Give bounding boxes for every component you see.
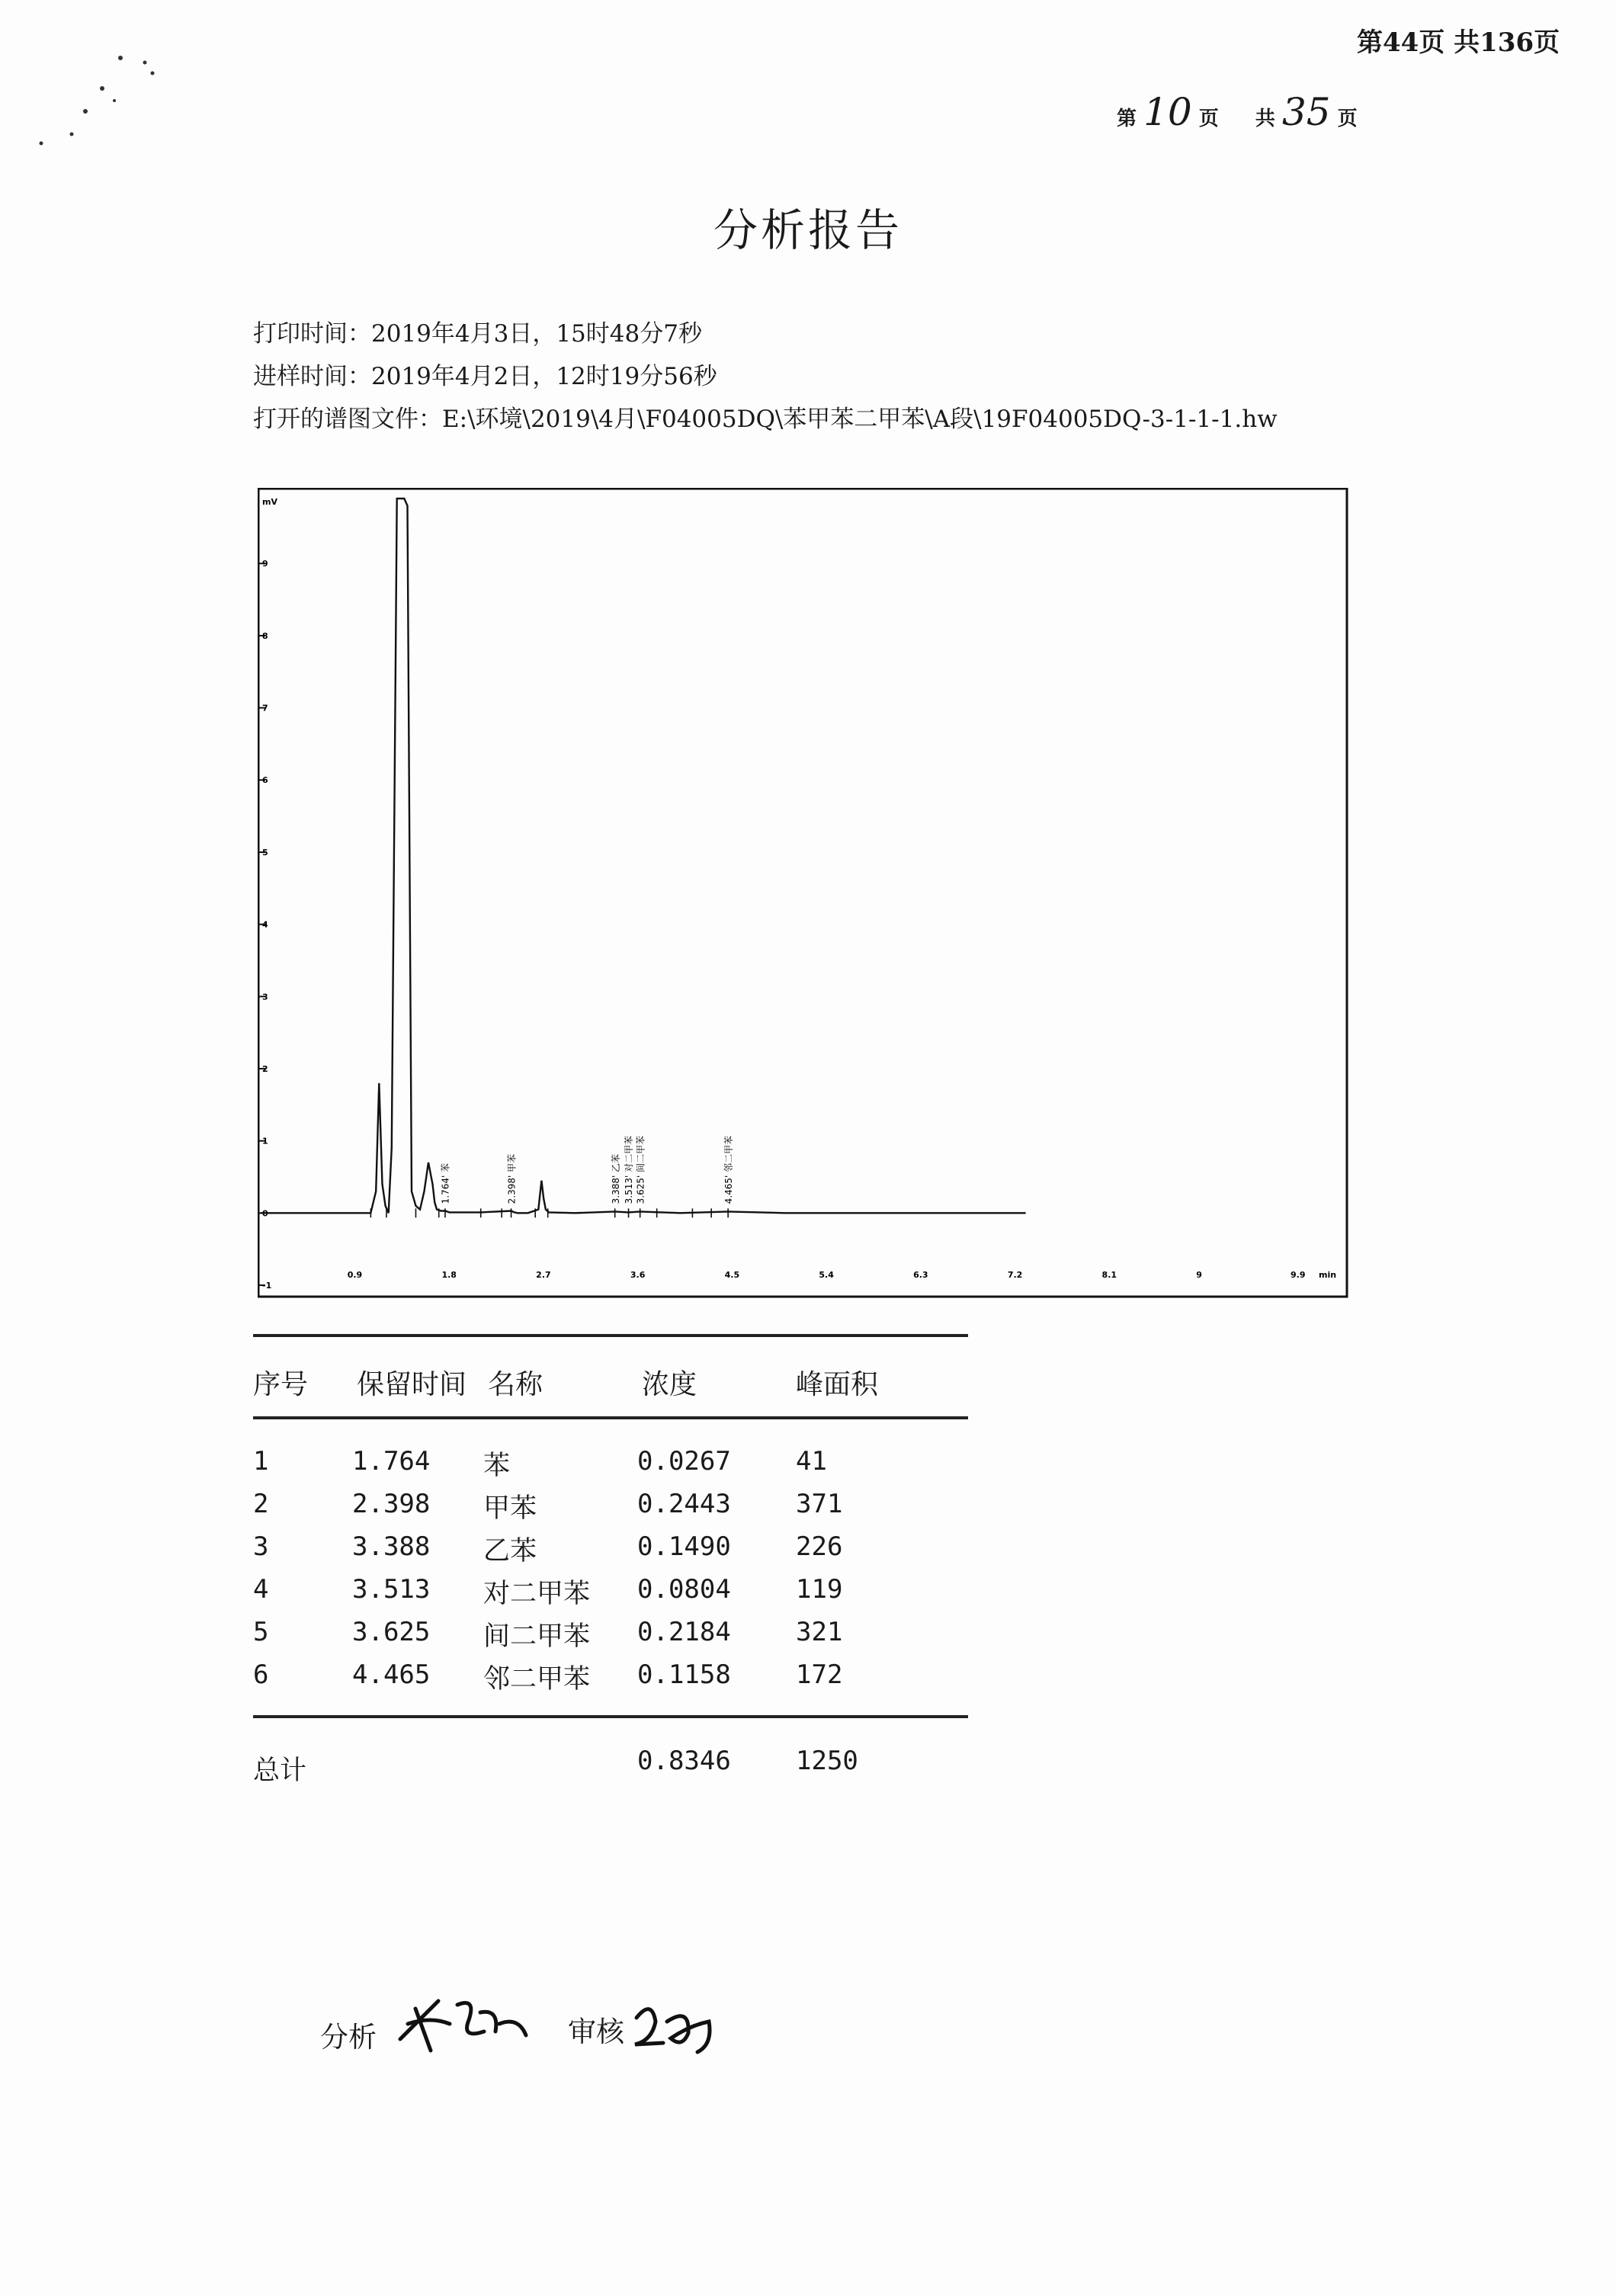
x-tick-label: 4.5 <box>724 1270 740 1280</box>
row-concentration: 0.2443 <box>637 1489 731 1519</box>
peak-label: 2.398' 甲苯 <box>506 1153 518 1204</box>
peak-label: 3.513' 对二甲苯 <box>623 1135 634 1204</box>
row-concentration: 0.0267 <box>637 1446 731 1477</box>
reviewer-signature <box>629 1991 720 2060</box>
page-number-mark <box>1117 90 1358 134</box>
x-tick-label: 1.8 <box>441 1270 457 1280</box>
header-retention-time: 保留时间 <box>357 1369 467 1400</box>
y-tick-label: 9 <box>262 559 268 569</box>
x-tick-label: 0.9 <box>347 1270 363 1280</box>
page-total-number: 35 <box>1281 90 1331 134</box>
file-path: 打开的谱图文件：E:\环境\2019\4月\F04005DQ\苯甲苯二甲苯\A段\19F04005DQ-3-1-1-1.hw <box>253 406 1278 433</box>
header-index: 序号 <box>253 1369 309 1400</box>
total-suffix: 页 <box>1337 107 1358 130</box>
row-name: 邻二甲苯 <box>483 1664 591 1695</box>
row-retention-time: 3.388 <box>352 1531 431 1562</box>
row-concentration: 0.1490 <box>637 1531 731 1562</box>
y-tick-label: 4 <box>262 919 268 930</box>
peak-labels <box>441 1136 734 1204</box>
y-tick-label: 1 <box>262 1136 268 1146</box>
row-peak-area: 371 <box>796 1489 843 1519</box>
total-label: 总计 <box>253 1756 307 1786</box>
row-concentration: 0.0804 <box>637 1574 731 1605</box>
y-tick-label: 7 <box>262 703 268 713</box>
table-bottom-rule <box>253 1715 968 1718</box>
header-name: 名称 <box>488 1369 543 1400</box>
x-tick-label: 6.3 <box>913 1270 928 1280</box>
x-tick-label: 8.1 <box>1101 1270 1117 1280</box>
row-name: 对二甲苯 <box>483 1579 591 1609</box>
y-tick-label: 0 <box>262 1208 268 1219</box>
top-right-page-mark <box>1357 21 1560 59</box>
peak-label: 4.465' 邻二甲苯 <box>723 1135 734 1204</box>
x-tick-label: 9 <box>1196 1270 1202 1280</box>
row-index: 1 <box>253 1446 269 1477</box>
row-peak-area: 172 <box>796 1659 843 1690</box>
row-index: 2 <box>253 1489 269 1519</box>
x-axis-label: min <box>1319 1270 1337 1280</box>
print-time: 打印时间：2019年4月3日，15时48分7秒 <box>253 320 702 348</box>
row-retention-time: 4.465 <box>352 1659 431 1690</box>
row-index: 4 <box>253 1574 269 1605</box>
total-prefix: 共 <box>1255 107 1275 130</box>
x-tick-label: 5.4 <box>819 1270 834 1280</box>
table-header-rule <box>253 1416 968 1419</box>
total-concentration: 0.8346 <box>637 1746 731 1776</box>
page-suffix: 页 <box>1198 107 1219 130</box>
row-index: 6 <box>253 1659 269 1690</box>
header-concentration: 浓度 <box>642 1369 697 1400</box>
axis-ticks <box>259 559 1306 1291</box>
peak-label: 1.764' 苯 <box>440 1162 451 1204</box>
row-concentration: 0.2184 <box>637 1617 731 1647</box>
y-tick-label: -1 <box>262 1281 272 1291</box>
y-tick-label: 2 <box>262 1063 268 1074</box>
scan-specks <box>30 46 168 168</box>
row-name: 间二甲苯 <box>483 1621 591 1652</box>
analyst-label: 分析 <box>320 2021 377 2054</box>
row-peak-area: 41 <box>796 1446 827 1477</box>
y-axis-label: mV <box>262 497 277 507</box>
top-right-handwritten-page: 第44页 共136页 <box>1357 27 1560 58</box>
page-current-number: 10 <box>1143 90 1192 134</box>
row-concentration: 0.1158 <box>637 1659 731 1690</box>
row-peak-area: 321 <box>796 1617 843 1647</box>
analyst-signature <box>385 1978 537 2062</box>
header-peak-area: 峰面积 <box>796 1369 879 1400</box>
row-name: 苯 <box>483 1451 511 1481</box>
chromatogram-chart <box>258 488 1349 1300</box>
x-tick-label: 2.7 <box>536 1270 551 1280</box>
peak-label: 3.625' 间二甲苯 <box>635 1135 646 1204</box>
chart-frame <box>258 489 1347 1297</box>
y-tick-label: 8 <box>262 630 268 641</box>
y-tick-label: 3 <box>262 992 268 1002</box>
row-retention-time: 1.764 <box>352 1446 431 1477</box>
total-peak-area: 1250 <box>796 1746 858 1776</box>
x-tick-label: 3.6 <box>630 1270 646 1280</box>
row-index: 5 <box>253 1617 269 1647</box>
row-index: 3 <box>253 1531 269 1562</box>
row-name: 乙苯 <box>483 1536 537 1566</box>
x-tick-label: 7.2 <box>1007 1270 1023 1280</box>
reviewer-label: 审核 <box>568 2015 624 2048</box>
y-tick-label: 6 <box>262 775 268 786</box>
row-retention-time: 2.398 <box>352 1489 431 1519</box>
peak-label: 3.388' 乙苯 <box>610 1153 621 1204</box>
chromatogram-trace <box>261 499 1026 1213</box>
row-retention-time: 3.625 <box>352 1617 431 1647</box>
row-retention-time: 3.513 <box>352 1574 431 1605</box>
page-prefix: 第 <box>1117 107 1137 130</box>
x-tick-label: 9.9 <box>1291 1270 1306 1280</box>
report-title: 分析报告 <box>713 204 903 256</box>
y-tick-label: 5 <box>262 847 268 858</box>
row-name: 甲苯 <box>483 1493 537 1524</box>
table-top-rule <box>253 1334 968 1337</box>
row-peak-area: 226 <box>796 1531 843 1562</box>
row-peak-area: 119 <box>796 1574 843 1605</box>
inject-time: 进样时间：2019年4月2日，12时19分56秒 <box>253 363 717 390</box>
